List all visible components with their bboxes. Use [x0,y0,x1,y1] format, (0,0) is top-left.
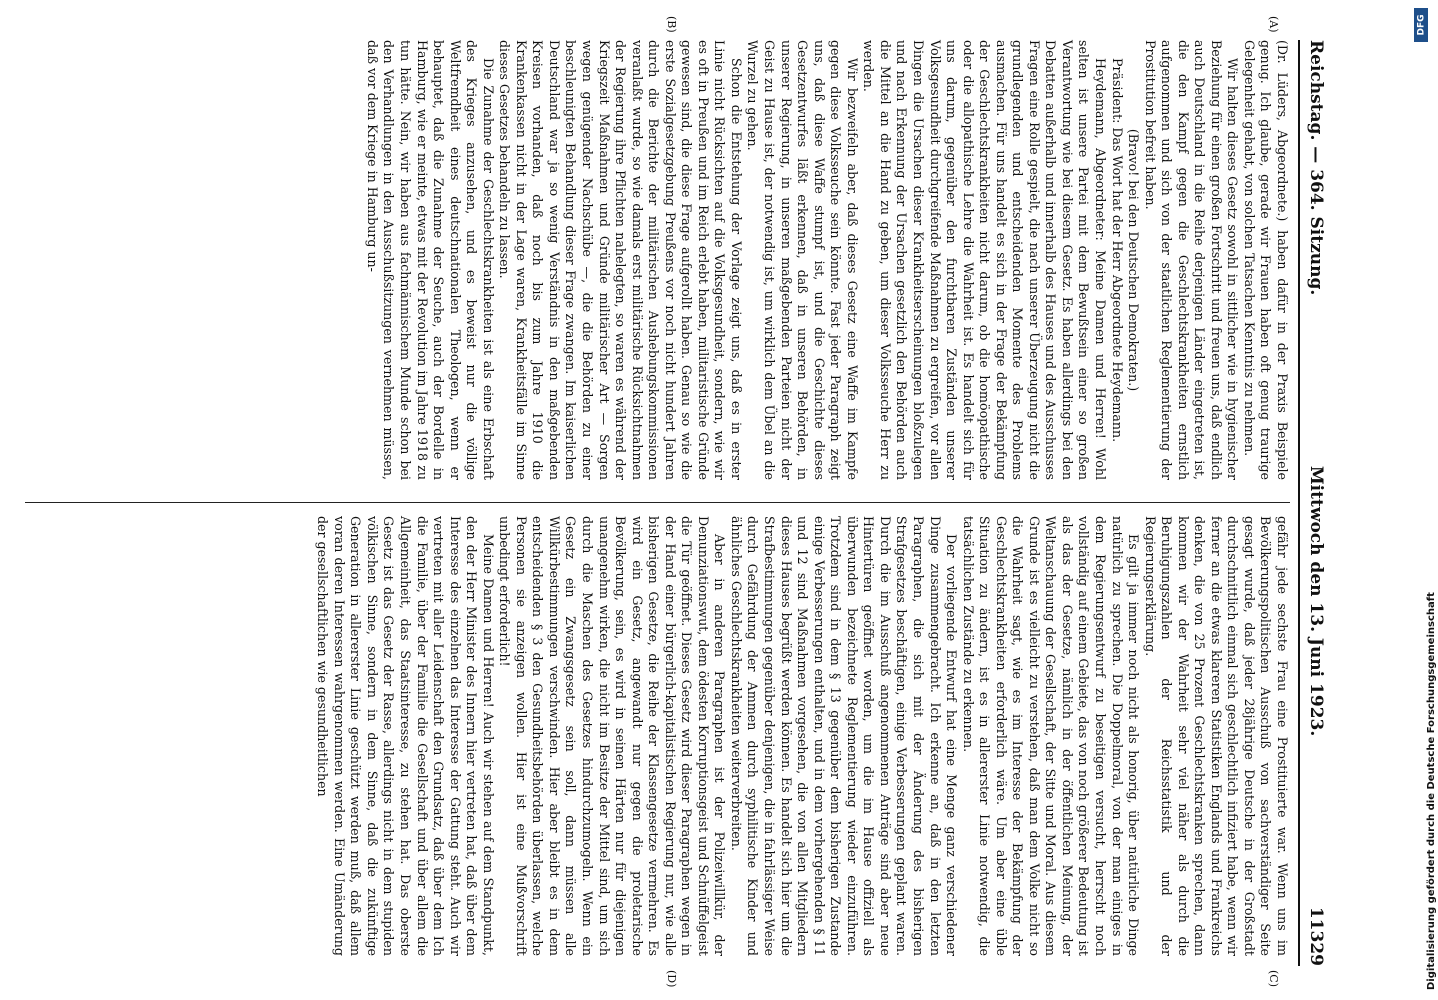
paragraph: Wir halten dieses Gesetz sowohl in sittlicher wie in hygienischer Beziehung für einen großen Fortschritt und freuen uns, daß endlich auch Deutschland in die Reihe derjenigen Länder eingetreten ist, die den Kampf gegen die Geschlechtskrankheiten ernstlich aufgenommen und sich von der staatlichen Reglementierung der Prostitution befreit haben. [1142,40,1241,480]
speaker-paragraph: Heydemann, Abgeordneter: Meine Damen und Herren! Wohl selten ist unsere Partei mit dem Bewußtsein einer so großen Verantwortung wie bei diesem Gesetz. Es haben allerdings bei den Debatten außerhalb und innerhalb des Hauses und des Ausschusses Fragen eine Rolle gespielt, die nach unserer Überzeugung nicht die grundlegenden und entscheidenden Momente des Problems ausmachen. Für uns handelt es sich in der Frage der Bekämpfung der Geschlechtskrankheiten nicht darum, ob die homöopathische oder die allopathische Lehre die Wahrheit ist. Es handelt sich für uns darum, gegenüber den furchtbaren Zuständen unserer Volksgesundheit durchgreifende Maßnahmen zu ergreifen, vor allen Dingen die Ursachen dieser Krankheitserscheinungen bloßzulegen und nach Erkennung der Ursachen gesetzlich den Behörden auch die Mittel an die Hand zu geben, um dieser Volksseuche Herr zu werden. [861,40,1108,480]
left-column [20,40,1290,480]
paragraph: Aber in anderen Paragraphen ist der Polizeiwillkür, der Denunziationswut, dem ödesten Korruptionsgeist und Schnüffelgeist die Tür geöffnet. Dieses Gesetz wird dieser Paragraphen wegen in der Hand einer bürgerlich-kapitalistischen Regierung nur, wie alle bisherigen Gesetze, die Reihe der Klassengesetze vermehren. Es wird ein Gesetz, angewandt nur gegen die proletarische Bevölkerung, sein, es wird in seinen Härten nur für diejenigen unangenehm wirken, die nicht im Besitze der Mittel sind, um sich durch die Maschen des Gesetzes hindurchzumogeln. Wenn ein Gesetz ein Zwangsgesetz sein soll, dann müssen alle Willkürbestimmungen verschwinden. Hier aber bleibt es in dem entscheidenden § 3 den Gesundheitsbehörden überlassen, welche Personen sie anzeigen wollen. Hier ist eine Mußvorschrift unbedingt erforderlich! [497,516,728,956]
paragraph: gefähr jede sechste Frau eine Prostituierte war. Wenn uns im Bevölkerungspolitischen Ausschuß von sachverständiger Seite gesagt wurde, daß jeder 28jährige Deutsche in der Großstadt durchschnittlich einmal sich geschlechtlich infiziert habe, wenn wir ferner an die etwas klareren Statistiken Englands und Frankreichs denken, die von 25 Prozent Geschlechtskranken sprechen, dann kommen wir der Wahrheit sehr viel näher als durch die Beruhigungszahlen der Reichsstatistik und der Regierungserklärung. [1142,516,1290,956]
page-number: 11329 [1305,906,1326,966]
paragraph: (Dr. Lüders, Abgeordnete.) haben dafür in der Praxis Beispiele genug. Ich glaube, gerade wir Frauen haben oft genug traurige Gelegenheit gehabt, von solchen Tatsachen Kenntnis zu nehmen. [1241,40,1290,480]
right-column [20,516,1290,956]
paragraph: Schon die Entstehung der Vorlage zeigt uns, daß es in erster Linie nicht Rücksichten auf die Volksgesundheit, sondern, wie wir es oft in Preußen und im Reich erlebt haben, militaristische Gründe gewesen sind, die diese Frage aufgerollt haben. Genau so wie die erste Sozialgesetzgebung Preußens vor noch nicht hundert Jahren durch die Berichte der militärischen Aushebungskommissionen veranlaßt wurde, so wie damals erst militärische Rücksichtnahmen der Regierung ihre Pflichten nahelegten, so waren es während der Kriegszeit Maßnahmen und Gründe militärischer Art — Sorgen wegen genügender Nachschübe —, die die Behörden zu einer beschleunigten Behandlung dieser Frage zwangen. Im kaiserlichen Deutschland war ja so wenig Verständnis in den maßgebenden Kreisen vorhanden, daß noch bis zum Jahre 1910 die Krankenkassen nicht in der Lage waren, Krankheitsfälle im Sinne dieses Gesetzes behandeln zu lassen. [497,40,744,480]
rotated-page [0,16,1330,988]
paragraph: Meine Damen und Herren! Auch wir stehen auf dem Standpunkt, den der Herr Minister des Innern hier vertreten hat, daß über dem Interesse des einzelnen das Interesse der Gattung steht. Auch wir vertreten mit aller Leidenschaft den Grundsatz, daß über dem Ich die Familie, über der Familie die Gesellschaft und über allem die Allgemeinheit, das Staatsinteresse, zu stehen hat. Das oberste Gesetz ist das Gesetz der Rasse, allerdings nicht in dem stupiden völkischen Sinne, sondern in dem Sinne, daß die zukünftige Generation in allererster Linie geschützt werden muß, daß allem voran deren Interessen wahrgenommen werden. Eine Umänderung der gesellschaftlichen wie gesundheitlichen [315,516,496,956]
president-line: Präsident: Das Wort hat der Herr Abgeordnete Heydemann. [1109,58,1125,443]
margin-mark-b: (B) [665,16,678,33]
paragraph: Der vorliegende Entwurf hat eine Menge ganz verschiedener Dinge zusammengebracht. Ich erkenne an, daß in den letzten Paragraphen, die sich mit der Änderung des bisherigen Strafgesetzes beschäftigen, einige Verbesserungen geplant waren. Durch die im Ausschuß angenommenen Anträge sind aber neue Hintertüren geöffnet worden, um die im Hause offiziell als überwunden bezeichnete Reglementierung wieder einzuführen. Trotzdem sind in dem § 13 gegenüber dem bisherigen Zustande einige Verbesserungen enthalten, und in dem vorhergehenden § 11 und 12 sind Maßnahmen vorgesehen, die von allen Mitgliedern dieses Hauses begrüßt werden können. Es handelt sich hier um die Strafbestimmungen gegenüber denjenigen, die in fahrlässiger Weise durch Gefährdung der Ammen durch syphilitische Kinder und ähnliches Geschlechtskrankheiten weiterverbreiten. [728,516,960,956]
header-date: Mittwoch den 13. Juni 1923. [1305,465,1326,737]
page-header [1298,40,1330,966]
column-divider [25,502,1290,503]
margin-mark-c: (C) [1267,970,1280,987]
header-left: Reichstag. — 364. Sitzung. [1305,40,1326,296]
margin-mark-d: (D) [665,970,678,988]
paragraph: Die Zunahme der Geschlechtskrankheiten ist als eine Erbschaft des Krieges anzusehen, und es beweist nur die völlige Weltfremdheit eines deutschnationalen Theologen, wenn er behauptet, daß die Zunahme der Seuche, auch der Bordelle in Hamburg, wie er meinte, etwas mit der Revolution im Jahre 1918 zu tun hätte. Nein, wir haben aus fachmännischem Munde schon bei den Verhandlungen in den Ausschußsitzungen vernehmen müssen, daß vor dem Kriege in Hamburg un- [364,40,496,480]
margin-mark-a: (A) [1267,16,1280,33]
dfg-logo: DFG [1414,8,1428,42]
paragraph: Es gilt ja immer noch nicht als honorig, über natürliche Dinge natürlich zu sprechen. Die Doppelmoral, von der man einiges in dem Regierungsentwurf zu beseitigen versucht, herrscht noch vollständig auf einem Gebiete, das von noch größerer Bedeutung ist als das der Gesetze, nämlich in der öffentlichen Meinung, der Weltanschauung der Gesellschaft, der Sitte und Moral. Aus diesem Grunde ist es vielleicht zu verstehen, daß man dem Volke nicht so die Wahrheit sagt, wie es im Interesse der Bekämpfung der Geschlechtskrankheiten erforderlich wäre. Um aber eine üble Situation zu ändern, ist es in allererster Linie notwendig, die tatsächlichen Zustände zu erkennen. [960,516,1142,956]
applause-note: (Bravo! bei den Deutschen Demokraten.) [1126,128,1142,392]
digitization-credit: Digitalisierung gefördert durch die Deutsche Forschungsgemeinschaft [1426,592,1437,990]
paragraph: Wir bezweifeln aber, daß dieses Gesetz eine Waffe im Kampfe gegen diese Volksseuche sein könnte. Fast jeder Paragraph zeigt uns, daß diese Waffe stumpf ist, und die Geschichte dieses Gesetzentwurfes läßt erkennen, daß in unseren Behörden, in unserer Regierung, in unseren maßgebenden Parteien nicht der Geist zu Hause ist, der notwendig ist, um wirklich dem Übel an die Wurzel zu gehen. [745,40,860,480]
